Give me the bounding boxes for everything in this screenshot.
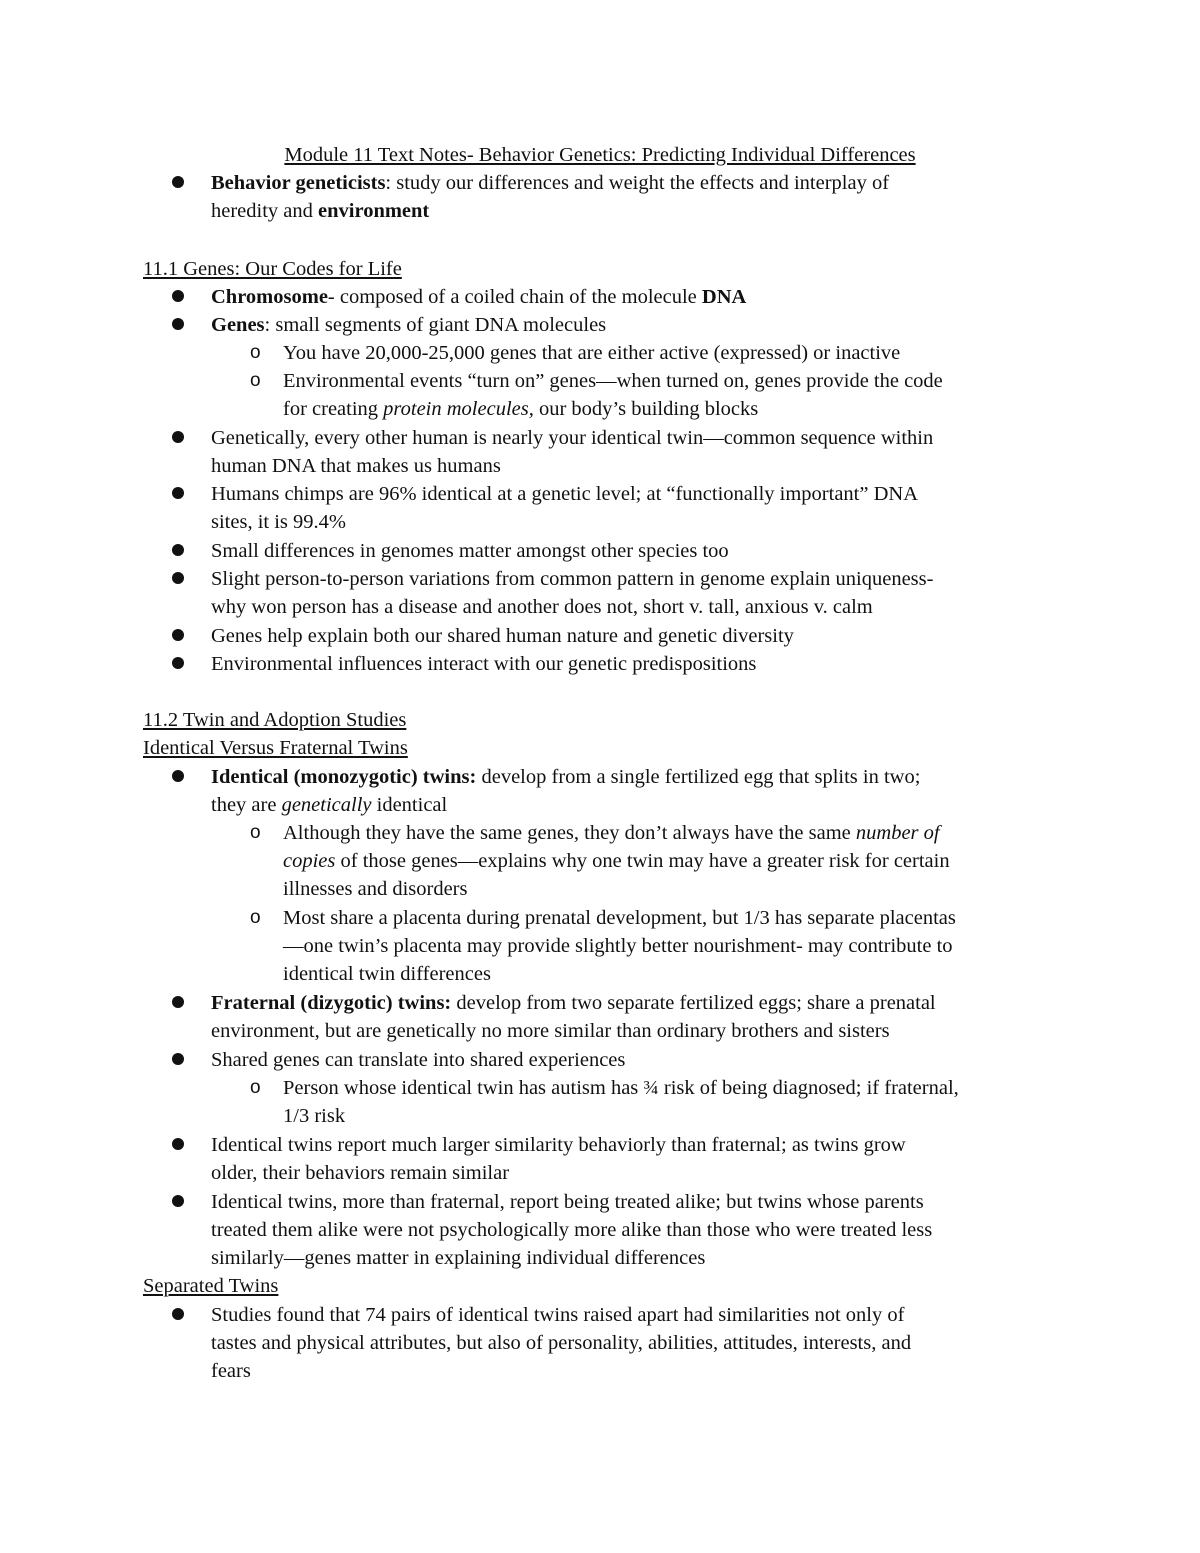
term-behavior-geneticists: Behavior geneticists [211,172,386,194]
sub-list-item-continued: illnesses and disorders [283,878,468,900]
sub-list-item [283,819,940,847]
list-item: Shared genes can translate into shared experiences [211,1049,626,1071]
subsection-heading-separated-twins: Separated Twins [143,1275,279,1297]
list-item: Identical twins report much larger similarity behaviorly than fraternal; as twins grow [211,1134,906,1156]
bullet-icon [172,572,184,584]
term-environment: environment [318,200,430,222]
sub-list-item: Environmental events “turn on” genes—when turned on, genes provide the code [283,370,943,392]
emphasis-protein-molecules: protein molecules, [383,398,534,420]
item-text: develop from two separate fertilized eggs; share a prenatal [451,992,936,1014]
emphasis-copies: copies [283,850,336,872]
bullet-icon [172,544,184,556]
bullet-icon [172,290,184,302]
item-text: identical [371,794,448,816]
bullet-icon [172,770,184,782]
emphasis-genetically: genetically [281,794,372,816]
item-text: for creating [283,398,384,420]
term-chromosome: Chromosome [211,286,328,308]
section-heading-11-1: 11.1 Genes: Our Codes for Life [143,258,402,280]
list-item-continued: tastes and physical attributes, but also of personality, abilities, attitudes, interests, and [211,1332,912,1354]
list-item-continued: fears [211,1360,251,1382]
term-fraternal-twins: Fraternal (dizygotic) twins: [211,992,452,1014]
item-text: develop from a single fertilized egg that splits in two; [476,766,921,788]
item-text: our body’s building blocks [533,398,759,420]
list-item: Genetically, every other human is nearly your identical twin—common sequence within [211,427,934,449]
sub-list-item-continued: identical twin differences [283,963,491,985]
sub-bullet-icon: o [250,822,261,843]
sub-list-item: Most share a placenta during prenatal development, but 1/3 has separate placentas [283,907,956,929]
list-item-continued [211,197,429,225]
list-item: Studies found that 74 pairs of identical twins raised apart had similarities not only of [211,1304,905,1326]
emphasis-number-of: number of [855,822,940,844]
subsection-heading-identical-fraternal: Identical Versus Fraternal Twins [143,737,408,759]
list-item: Environmental influences interact with our genetic predispositions [211,653,757,675]
list-item-continued: similarly—genes matter in explaining individual differences [211,1247,706,1269]
sub-bullet-icon: o [250,370,261,391]
term-identical-twins: Identical (monozygotic) twins: [211,766,477,788]
sub-bullet-icon: o [250,907,261,928]
item-text: heredity and [211,200,319,222]
bullet-icon [172,1195,184,1207]
list-item [211,311,606,339]
item-text: Although they have the same genes, they don’t always have the same [283,822,856,844]
section-heading-11-2: 11.2 Twin and Adoption Studies [143,709,407,731]
sub-list-item: You have 20,000-25,000 genes that are either active (expressed) or inactive [283,342,901,364]
list-item [211,283,746,311]
item-text: : small segments of giant DNA molecules [264,314,607,336]
list-item-continued [211,791,447,819]
list-item: Genes help explain both our shared human nature and genetic diversity [211,625,794,647]
list-item-continued: environment, but are genetically no more similar than ordinary brothers and sisters [211,1020,890,1042]
sub-list-item-continued [283,847,950,875]
sub-list-item-continued: 1/3 risk [283,1105,346,1127]
bullet-icon [172,176,184,188]
list-item: Identical twins, more than fraternal, report being treated alike; but twins whose parents [211,1191,924,1213]
item-text: : study our differences and weight the effects and interplay of [385,172,890,194]
sub-bullet-icon: o [250,342,261,363]
item-text: of those genes—explains why one twin may have a greater risk for certain [335,850,950,872]
item-text: - composed of a coiled chain of the molecule [327,286,702,308]
bullet-icon [172,996,184,1008]
bullet-icon [172,1308,184,1320]
sub-list-item-continued [283,395,758,423]
item-text: they are [211,794,282,816]
sub-list-item: Person whose identical twin has autism has ¾ risk of being diagnosed; if fraternal, [283,1077,959,1099]
bullet-icon [172,1053,184,1065]
list-item-continued: treated them alike were not psychologically more alike than those who were treated less [211,1219,933,1241]
bullet-icon [172,629,184,641]
bullet-icon [172,318,184,330]
term-dna: DNA [701,286,747,308]
bullet-icon [172,1138,184,1150]
term-genes: Genes [211,314,265,336]
list-item: Slight person-to-person variations from common pattern in genome explain uniqueness- [211,568,934,590]
bullet-icon [172,657,184,669]
bullet-icon [172,431,184,443]
document-title: Module 11 Text Notes- Behavior Genetics: Predicting Individual Differences [284,144,916,166]
list-item-continued: why won person has a disease and another does not, short v. tall, anxious v. calm [211,596,873,618]
list-item [211,763,920,791]
bullet-icon [172,487,184,499]
list-item: Small differences in genomes matter amongst other species too [211,540,729,562]
list-item [211,169,889,197]
list-item-continued: older, their behaviors remain similar [211,1162,510,1184]
sub-bullet-icon: o [250,1077,261,1098]
list-item: Humans chimps are 96% identical at a genetic level; at “functionally important” DNA [211,483,919,505]
sub-list-item-continued: —one twin’s placenta may provide slightly better nourishment- may contribute to [283,935,953,957]
list-item [211,989,936,1017]
list-item-continued: human DNA that makes us humans [211,455,501,477]
list-item-continued: sites, it is 99.4% [211,511,346,533]
